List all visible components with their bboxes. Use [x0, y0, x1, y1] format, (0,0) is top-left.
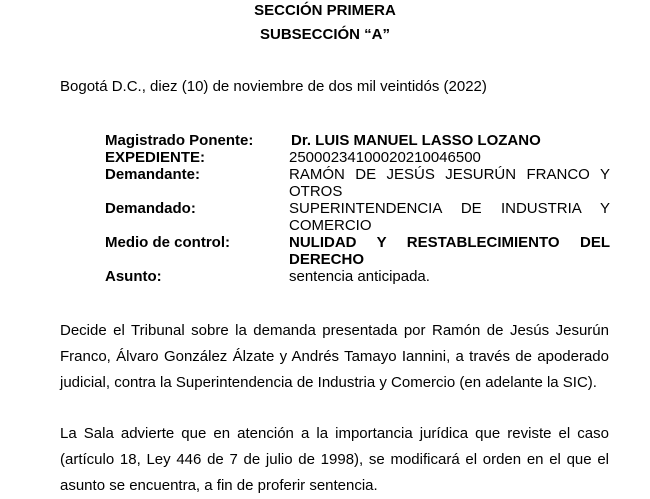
case-info-value-medio: NULIDAD Y RESTABLECIMIENTO DEL DERECHO	[289, 234, 610, 268]
section-heading: SECCIÓN PRIMERA	[254, 2, 396, 19]
case-info-value-ponente: Dr. LUIS MANUEL LASSO LOZANO	[291, 132, 541, 149]
case-info-row-demandante	[105, 166, 610, 200]
body-paragraph: Decide el Tribunal sobre la demanda presentada por Ramón de Jesús Jesurún Franco, Álvaro González Álzate y Andrés Tamayo Iannini, a través de apoderado judicial, contra la Superintendencia de Industria y Comercio (en adelante la SIC).	[60, 322, 609, 391]
case-info-row-demandado	[105, 200, 610, 234]
date-line: Bogotá D.C., diez (10) de noviembre de dos mil veintidós (2022)	[60, 78, 487, 95]
case-info-label: Demandado:	[105, 200, 196, 217]
case-info-row-ponente	[105, 132, 610, 149]
case-info-value-asunto: sentencia anticipada.	[289, 268, 430, 285]
case-info-label: Asunto:	[105, 268, 162, 285]
case-info-row-asunto	[105, 268, 610, 285]
case-info-label: Magistrado Ponente:	[105, 132, 254, 149]
case-info-label: Medio de control:	[105, 234, 230, 251]
case-info-label: Demandante:	[105, 166, 201, 183]
case-info-row-expediente	[105, 149, 610, 166]
subsection-heading: SUBSECCIÓN “A”	[259, 26, 390, 43]
case-info-value-demandante: RAMÓN DE JESÚS JESURÚN FRANCO Y OTROS	[289, 166, 610, 200]
case-info-row-medio	[105, 234, 610, 268]
case-info-label: EXPEDIENTE:	[105, 149, 206, 166]
case-info-value-expediente: 25000234100020210046500	[289, 149, 481, 166]
case-info-table	[105, 132, 610, 285]
body-paragraph: La Sala advierte que en atención a la importancia jurídica que reviste el caso (artículo 18, Ley 446 de 7 de julio de 1998), se modificará el orden en el que el asunto se encuentra, a fin de proferir sentencia.	[60, 425, 609, 494]
case-info-value-demandado: SUPERINTENDENCIA DE INDUSTRIA Y COMERCIO	[289, 200, 610, 234]
